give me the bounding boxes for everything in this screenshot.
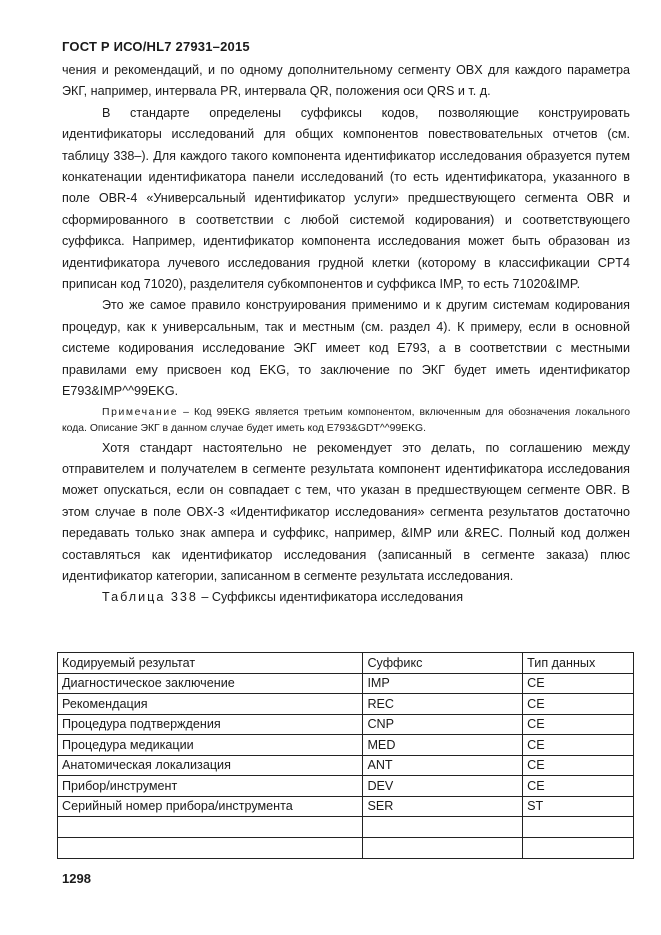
empty-cell xyxy=(523,838,634,859)
empty-cell xyxy=(58,817,363,838)
cell-result: Серийный номер прибора/инструмента xyxy=(58,796,363,817)
empty-cell xyxy=(58,838,363,859)
cell-result: Диагностическое заключение xyxy=(58,673,363,694)
table-header-row xyxy=(58,653,634,674)
cell-datatype: CE xyxy=(523,776,634,797)
note-text: – Код 99EKG является третьим компонентом, включенным для обозначения локального кода. Описание ЭКГ в данном случае будет иметь код E793&GDT^^99EKG. xyxy=(62,406,630,434)
cell-datatype: CE xyxy=(523,755,634,776)
table-row xyxy=(58,796,634,817)
cell-result: Прибор/инструмент xyxy=(58,776,363,797)
cell-suffix: REC xyxy=(363,694,523,715)
cell-suffix: ANT xyxy=(363,755,523,776)
cell-datatype: CE xyxy=(523,673,634,694)
table-row xyxy=(58,714,634,735)
note xyxy=(62,405,630,437)
cell-result: Анатомическая локализация xyxy=(58,755,363,776)
note-label: Примечание xyxy=(102,406,179,418)
table-row xyxy=(58,694,634,715)
cell-suffix: SER xyxy=(363,796,523,817)
empty-cell xyxy=(363,838,523,859)
table-caption xyxy=(62,587,630,608)
paragraph-continuation: чения и рекомендаций, и по одному дополнительному сегменту OBX для каждого параметра ЭКГ, например, интервала PR, интервала QR, положения оси QRS и т. д. xyxy=(62,63,630,99)
cell-datatype: CE xyxy=(523,694,634,715)
cell-suffix: MED xyxy=(363,735,523,756)
cell-suffix: DEV xyxy=(363,776,523,797)
empty-cell xyxy=(523,817,634,838)
table-row xyxy=(58,673,634,694)
cell-suffix: IMP xyxy=(363,673,523,694)
cell-datatype: CE xyxy=(523,735,634,756)
cell-suffix: CNP xyxy=(363,714,523,735)
empty-cell xyxy=(363,817,523,838)
table-empty-row xyxy=(58,817,634,838)
header-cell-datatype: Тип данных xyxy=(523,653,634,674)
page-number: 1298 xyxy=(62,871,91,886)
body-text xyxy=(62,60,630,609)
cell-result: Процедура медикации xyxy=(58,735,363,756)
table-row xyxy=(58,755,634,776)
table-row xyxy=(58,735,634,756)
table-empty-row xyxy=(58,838,634,859)
paragraph-coding-rule: Это же самое правило конструирования применимо и к другим системам кодирования процедур, как к универсальным, так и местным (см. раздел 4). К примеру, если в основной системе кодирования исследование ЭКГ имеет код E793, а в соответствии с местными правилами ему присвоен код EKG, то заключение по ЭКГ будет иметь идентификатор E793&IMP^^99EKG. xyxy=(62,298,630,399)
table-caption-label: Таблица 338 xyxy=(102,590,198,605)
header-cell-suffix: Суффикс xyxy=(363,653,523,674)
page-header: ГОСТ Р ИСО/HL7 27931–2015 xyxy=(62,39,250,54)
header-cell-result: Кодируемый результат xyxy=(58,653,363,674)
cell-result: Процедура подтверждения xyxy=(58,714,363,735)
table-caption-text: – Суффиксы идентификатора исследования xyxy=(197,590,464,605)
cell-datatype: CE xyxy=(523,714,634,735)
table-row xyxy=(58,776,634,797)
paragraph-suffixes: В стандарте определены суффиксы кодов, позволяющие конструировать идентификаторы исследований для общих компонентов повествовательных отчетов (см. таблицу 338–). Для каждого такого компонента идентификатор исследования образуется путем конкатенации идентификатора панели исследований (то есть идентификатора, указанного в поле OBR-4 «Универсальный идентификатор услуги» предшествующего сегмента OBR и сформированного в соответствии с любой системой кодирования) и соответствующего суффикса. Например, идентификатор компонента исследования может быть образован из идентификатора лучевого исследования грудной клетки (которому в классификации CPT4 приписан код 71020), разделителя субкомпонентов и суффикса IMP, то есть 71020&IMP. xyxy=(62,105,630,292)
cell-datatype: ST xyxy=(523,796,634,817)
paragraph-omission: Хотя стандарт настоятельно не рекомендует это делать, по соглашению между отправителем и получателем в сегменте результата компонент идентификатора исследования может опускаться, если он совпадает с тем, что указан в предшествующем сегменте OBR. В этом случае в поле OBX-3 «Идентификатор исследования» сегмента результатов достаточно передавать только знак ампера и суффикс, например, &IMP или &REC. Полный код должен составляться как идентификатор исследования (записанный в сегменте заказа) плюс идентификатор категории, записанном в сегменте результата исследования. xyxy=(62,440,630,583)
suffix-table xyxy=(57,652,634,859)
cell-result: Рекомендация xyxy=(58,694,363,715)
